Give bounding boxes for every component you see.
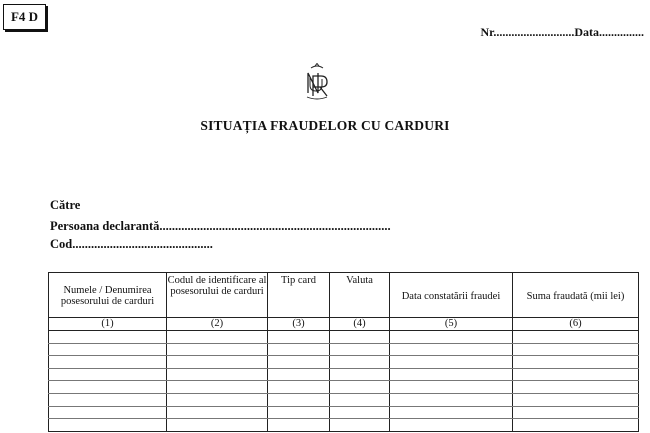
table-cell [49, 381, 167, 394]
table-cell [268, 368, 330, 381]
table-cell [390, 381, 513, 394]
table-cell [167, 331, 268, 344]
col-header-currency: Valuta [330, 273, 390, 318]
table-header-row [49, 273, 639, 318]
nr-date-line: Nr...........................Data............... [480, 25, 644, 39]
table-cell [513, 368, 639, 381]
table-cell [390, 343, 513, 356]
col-header-card-type: Tip card [268, 273, 330, 318]
table-cell [330, 406, 390, 419]
col-number: (6) [513, 318, 639, 331]
catre-field: Către [50, 198, 81, 212]
col-number: (2) [167, 318, 268, 331]
table-cell [49, 356, 167, 369]
table-cell [268, 406, 330, 419]
bnr-monogram-icon [302, 63, 332, 101]
table-cell [330, 393, 390, 406]
table-cell [390, 406, 513, 419]
table-cell [330, 356, 390, 369]
col-number: (4) [330, 318, 390, 331]
col-number: (5) [390, 318, 513, 331]
col-number: (1) [49, 318, 167, 331]
table-cell [513, 381, 639, 394]
table-cell [513, 331, 639, 344]
table-row [49, 393, 639, 406]
table-cell [49, 343, 167, 356]
table-cell [49, 331, 167, 344]
fraud-table [48, 272, 639, 432]
table-cell [513, 406, 639, 419]
table-row [49, 381, 639, 394]
col-header-id-code: Codul de identificare al posesorului de carduri [167, 273, 268, 318]
table-cell [268, 393, 330, 406]
table-cell [390, 331, 513, 344]
table-cell [268, 356, 330, 369]
table-cell [49, 368, 167, 381]
table-cell [167, 343, 268, 356]
persoana-declaranta-field: Persoana declarantă.......................................................................... [50, 219, 391, 233]
table-cell [167, 368, 268, 381]
table-cell [330, 368, 390, 381]
document-title: SITUAȚIA FRAUDELOR CU CARDURI [200, 118, 450, 133]
table-cell [513, 343, 639, 356]
cod-field: Cod............................................. [50, 237, 213, 251]
table-cell [167, 356, 268, 369]
table-cell [513, 356, 639, 369]
table-row [49, 356, 639, 369]
table-cell [167, 381, 268, 394]
table-cell [513, 393, 639, 406]
table-cell [49, 393, 167, 406]
table-cell [330, 331, 390, 344]
table-row [49, 406, 639, 419]
table-cell [330, 343, 390, 356]
table-cell [167, 393, 268, 406]
table-cell [513, 419, 639, 432]
table-cell [268, 419, 330, 432]
table-cell [268, 381, 330, 394]
table-cell [390, 356, 513, 369]
table-cell [330, 419, 390, 432]
col-header-name: Numele / Denumirea posesorului de carduri [49, 273, 167, 318]
table-row [49, 419, 639, 432]
table-cell [268, 331, 330, 344]
table-cell [268, 343, 330, 356]
col-header-fraud-date: Data constatării fraudei [390, 273, 513, 318]
table-cell [390, 393, 513, 406]
table-cell [330, 381, 390, 394]
table-cell [49, 419, 167, 432]
form-code-badge: F4 D [3, 4, 46, 30]
col-header-amount: Suma fraudată (mii lei) [513, 273, 639, 318]
table-row [49, 331, 639, 344]
table-cell [167, 419, 268, 432]
table-row [49, 343, 639, 356]
table-cell [390, 419, 513, 432]
table-cell [390, 368, 513, 381]
table-cell [167, 406, 268, 419]
table-row [49, 368, 639, 381]
column-number-row [49, 318, 639, 331]
table-cell [49, 406, 167, 419]
col-number: (3) [268, 318, 330, 331]
